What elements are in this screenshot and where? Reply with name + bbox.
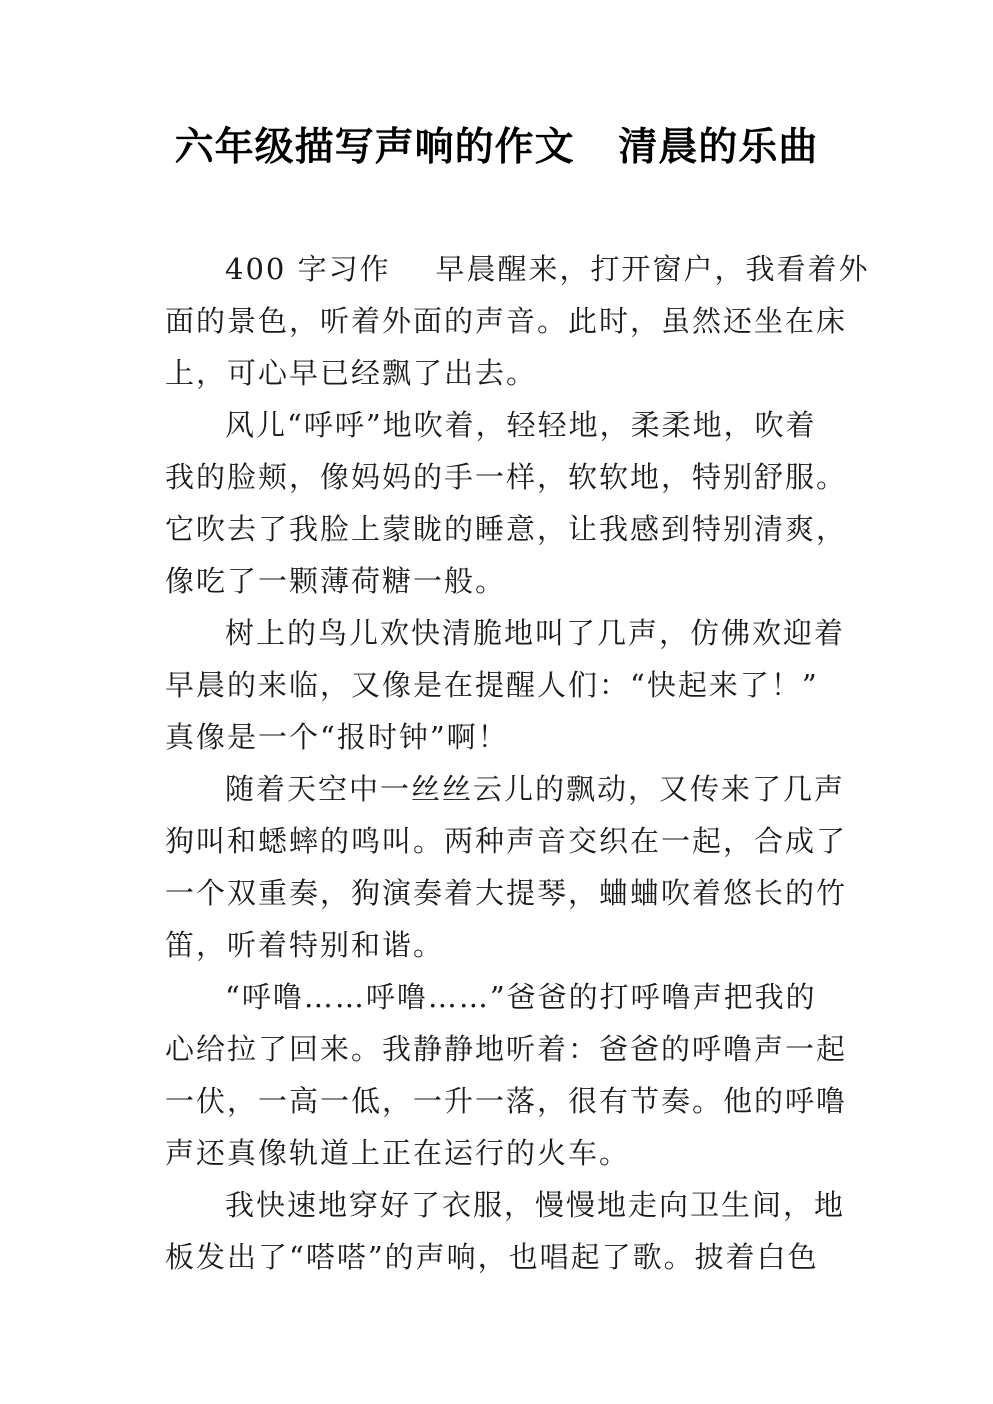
document-body: [165, 243, 870, 1283]
text-line: 风儿“呼呼”地吹着，轻轻地，柔柔地，吹着: [225, 408, 817, 442]
text-line: 我快速地穿好了衣服，慢慢地走向卫生间，地: [225, 1188, 846, 1222]
text-line: 心给拉了回来。我静静地听着：爸爸的呼噜声一起: [165, 1032, 848, 1066]
text-line: 狗叫和蟋蟀的鸣叫。两种声音交织在一起，合成了: [165, 824, 848, 858]
paragraph: [165, 607, 846, 763]
text-line: 上，可心早已经飘了出去。: [165, 356, 538, 390]
document-title: 六年级描写声响的作文 清晨的乐曲: [174, 125, 819, 170]
paragraph: [165, 763, 848, 971]
text-line: 早晨的来临，又像是在提醒人们：“快起来了！”: [165, 668, 819, 702]
text-line: 一伏，一高一低，一升一落，很有节奏。他的呼噜: [165, 1084, 848, 1118]
text-line: 一个双重奏，狗演奏着大提琴，蛐蛐吹着悠长的竹: [165, 876, 848, 910]
text-line: 真像是一个“报时钟”啊！: [165, 720, 509, 754]
text-line: 声还真像轨道上正在运行的火车。: [165, 1136, 631, 1170]
text-line: 随着天空中一丝丝云儿的飘动，又传来了几声: [225, 772, 846, 806]
text-line: 我的脸颊，像妈妈的手一样，软软地，特别舒服。: [165, 460, 848, 494]
text-line: 它吹去了我脸上蒙眬的睡意，让我感到特别清爽，: [165, 512, 848, 546]
paragraph: [165, 971, 848, 1179]
text-line: 400 字习作 早晨醒来，打开窗户，我看着外: [225, 252, 870, 286]
paragraph: [165, 243, 870, 399]
text-line: 板发出了“嗒嗒”的声响，也唱起了歌。披着白色: [165, 1240, 819, 1274]
text-line: “呼噜……呼噜……”爸爸的打呼噜声把我的: [225, 980, 817, 1014]
paragraph: [165, 399, 848, 607]
paragraph: [165, 1179, 846, 1283]
text-line: 面的景色，听着外面的声音。此时，虽然还坐在床: [165, 304, 848, 338]
text-line: 笛，听着特别和谐。: [165, 928, 445, 962]
text-line: 树上的鸟儿欢快清脆地叫了几声，仿佛欢迎着: [225, 616, 846, 650]
text-line: 像吃了一颗薄荷糖一般。: [165, 564, 507, 598]
